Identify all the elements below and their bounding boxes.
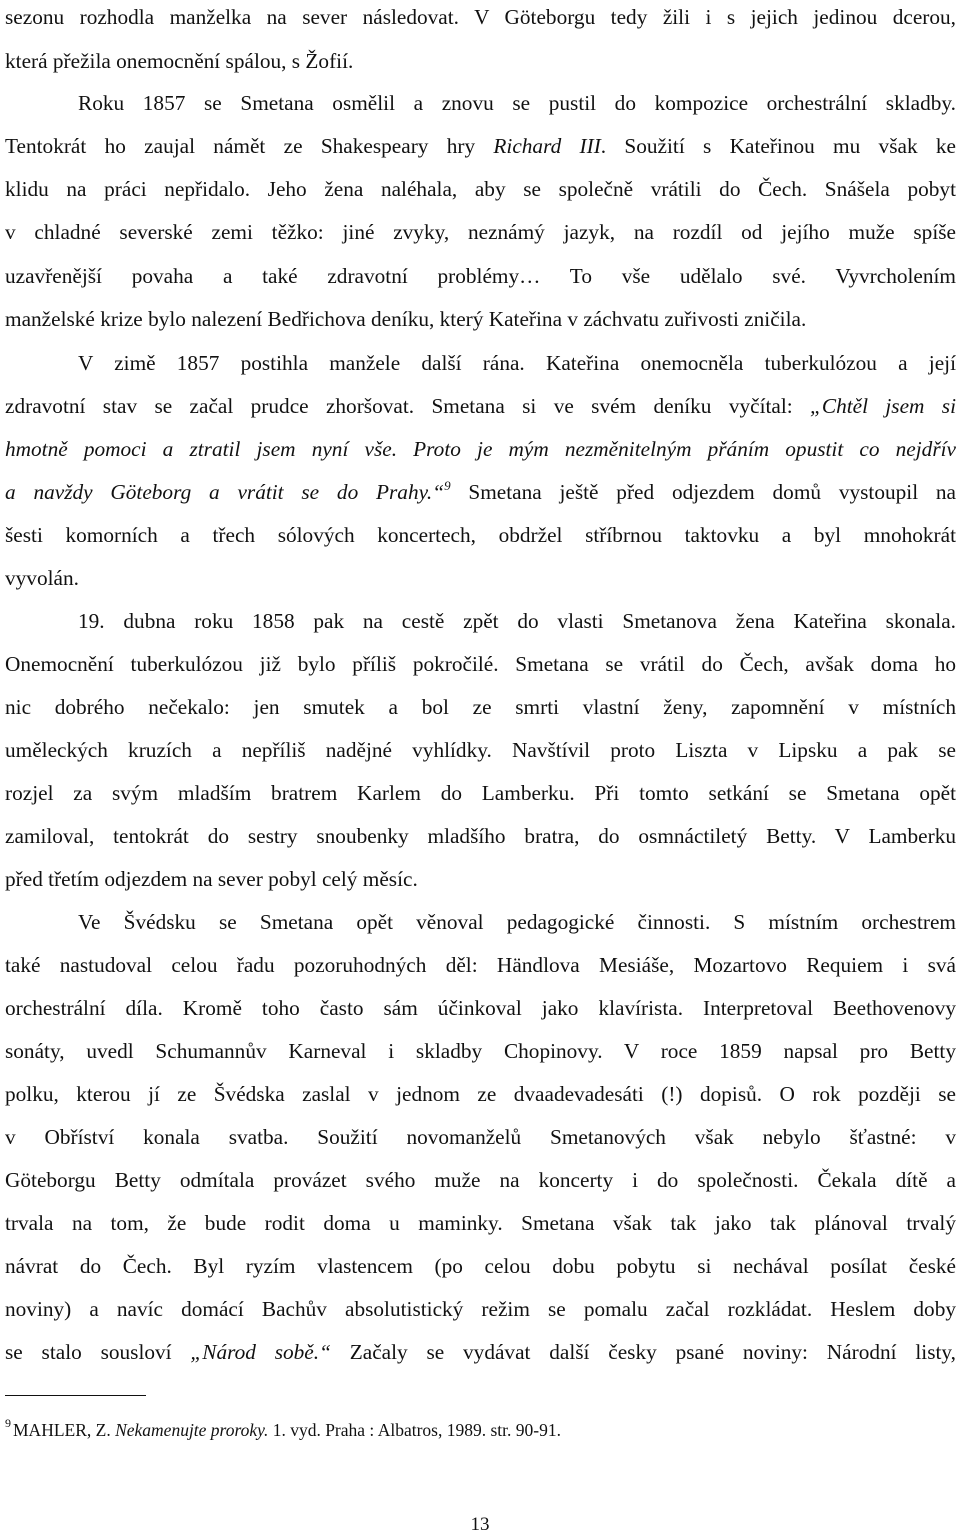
text-line <box>5 692 956 722</box>
text-line <box>5 563 956 593</box>
text-run: nic dobrého nečekalo: jen smutek a bol ze smrti vlastní ženy, zapomnění v místních <box>5 695 956 719</box>
text-line <box>5 993 956 1023</box>
text-line <box>5 391 956 421</box>
text-run: noviny) a navíc domácí Bachův absolutistický režim se pomalu začal rozkládat. Heslem doby <box>5 1297 956 1321</box>
text-line <box>5 1294 956 1324</box>
text-run: před třetím odjezdem na sever pobyl celý měsíc. <box>5 867 418 891</box>
text-run: Roku 1857 se Smetana osmělil a znovu se pustil do kompozice orchestrální skladby. <box>78 91 956 115</box>
text-line <box>5 1036 956 1066</box>
text-line <box>5 1122 956 1152</box>
text-run: Ve Švédsku se Smetana opět věnoval pedagogické činnosti. S místním orchestrem <box>78 910 956 934</box>
text-line <box>78 907 956 937</box>
text-run: hmotně pomoci a ztratil jsem nyní vše. Proto je mým nezměnitelným přáním opustit co nejdřív <box>5 437 956 461</box>
text-line <box>5 821 956 851</box>
text-line <box>5 950 956 980</box>
text-line <box>5 1165 956 1195</box>
text-run: uměleckých kruzích a nepříliš nadějné vyhlídky. Navštívil proto Liszta v Lipsku a pak se <box>5 738 956 762</box>
footnote <box>5 1417 561 1445</box>
text-run: návrat do Čech. Byl ryzím vlastencem (po celou dobu pobytu si nechával posílat české <box>5 1254 956 1278</box>
text-line <box>5 477 956 510</box>
text-run: zamiloval, tentokrát do sestry snoubenky mladšího bratra, do osmnáctiletý Betty. V Lamberku <box>5 824 956 848</box>
text-line <box>5 217 956 247</box>
text-run: Onemocnění tuberkulózou již bylo příliš pokročilé. Smetana se vrátil do Čech, avšak doma ho <box>5 652 956 676</box>
text-run: vyvolán. <box>5 566 79 590</box>
page-number: 13 <box>470 1514 490 1535</box>
text-run: Göteborgu Betty odmítala provázet svého muže na koncerty i do společnosti. Čekala dítě a <box>5 1168 956 1192</box>
text-run: v Obříství konala svatba. Soužití novomanželů Smetanových však nebylo šťastné: v <box>5 1125 956 1149</box>
text-run: Richard III <box>493 134 601 158</box>
text-run: rozjel za svým mladším bratrem Karlem do Lamberku. Při tomto setkání se Smetana opět <box>5 781 956 805</box>
text-line <box>5 1079 956 1109</box>
text-run: „Chtěl jsem si <box>810 394 956 418</box>
text-line <box>5 520 956 550</box>
text-run: trvala na tom, že bude rodit doma u maminky. Smetana však tak jako tak plánoval trvalý <box>5 1211 956 1235</box>
text-run: „Národ sobě.“ <box>190 1340 331 1364</box>
text-line <box>5 1251 956 1281</box>
footnote-separator <box>5 1395 146 1396</box>
text-line <box>5 735 956 765</box>
text-run: Smetana ještě před odjezdem domů vystoupil na <box>450 480 957 504</box>
text-run: manželské krize bylo nalezení Bedřichova deníku, který Kateřina v záchvatu zuřivosti zničila. <box>5 307 807 331</box>
text-run: sonáty, uvedl Schumannův Karneval i skladby Chopinovy. V roce 1859 napsal pro Betty <box>5 1039 956 1063</box>
text-line <box>5 304 956 334</box>
text-line <box>5 649 956 679</box>
text-line <box>5 778 956 808</box>
text-line <box>5 131 956 161</box>
text-line <box>78 348 956 378</box>
footnote-author: MAHLER, Z. <box>13 1420 116 1440</box>
text-run: orchestrální díla. Kromě toho často sám účinkoval jako klavírista. Interpretoval Beethovenovy <box>5 996 956 1020</box>
text-line <box>78 606 956 636</box>
text-run: která přežila onemocnění spálou, s Žofií. <box>5 49 354 73</box>
text-line <box>5 174 956 204</box>
text-run: polku, kterou jí ze Švédska zaslal v jednom ze dvaadevadesáti (!) dopisů. O rok později se <box>5 1082 956 1106</box>
text-line <box>5 261 956 291</box>
footnote-title: Nekamenujte proroky. <box>115 1420 269 1440</box>
text-line <box>5 864 956 894</box>
text-run: 19. dubna roku 1858 pak na cestě zpět do vlasti Smetanova žena Kateřina skonala. <box>78 609 956 633</box>
text-run: . Soužití s Kateřinou mu však ke <box>600 134 956 158</box>
text-run: V zimě 1857 postihla manžele další rána. Kateřina onemocněla tuberkulózou a její <box>78 351 956 375</box>
footnote-number: 9 <box>5 1416 11 1430</box>
footnote-reference: 9 <box>444 478 451 493</box>
text-run: také nastudoval celou řadu pozoruhodných děl: Händlova Mesiáše, Mozartovo Requiem i svá <box>5 953 956 977</box>
text-line <box>5 434 956 464</box>
text-run: Začaly se vydávat další česky psané noviny: Národní listy, <box>330 1340 956 1364</box>
text-run: uzavřenější povaha a také zdravotní problémy… To vše udělalo své. Vyvrcholením <box>5 264 956 288</box>
text-line <box>5 46 956 76</box>
text-run: sezonu rozhodla manželka na sever následovat. V Göteborgu tedy žili i s jejich jedinou dcerou, <box>5 5 956 29</box>
text-line <box>78 88 956 118</box>
text-line <box>5 1208 956 1238</box>
text-run: se stalo sousloví <box>5 1340 191 1364</box>
text-line <box>5 1337 956 1367</box>
text-run: v chladné severské zemi těžko: jiné zvyky, neznámý jazyk, na rozdíl od jejího muže spíše <box>5 220 956 244</box>
text-run: šesti komorních a třech sólových koncertech, obdržel stříbrnou taktovku a byl mnohokrát <box>5 523 956 547</box>
text-run: klidu na práci nepřidalo. Jeho žena naléhala, aby se společně vrátili do Čech. Snášela pobyt <box>5 177 956 201</box>
text-run: a navždy Göteborg a vrátit se do Prahy.“ <box>5 480 445 504</box>
text-run: Tentokrát ho zaujal námět ze Shakespeary hry <box>5 134 494 158</box>
text-run: zdravotní stav se začal prudce zhoršovat. Smetana si ve svém deníku vyčítal: <box>5 394 811 418</box>
footnote-details: 1. vyd. Praha : Albatros, 1989. str. 90-91. <box>268 1420 561 1440</box>
text-line <box>5 2 956 32</box>
